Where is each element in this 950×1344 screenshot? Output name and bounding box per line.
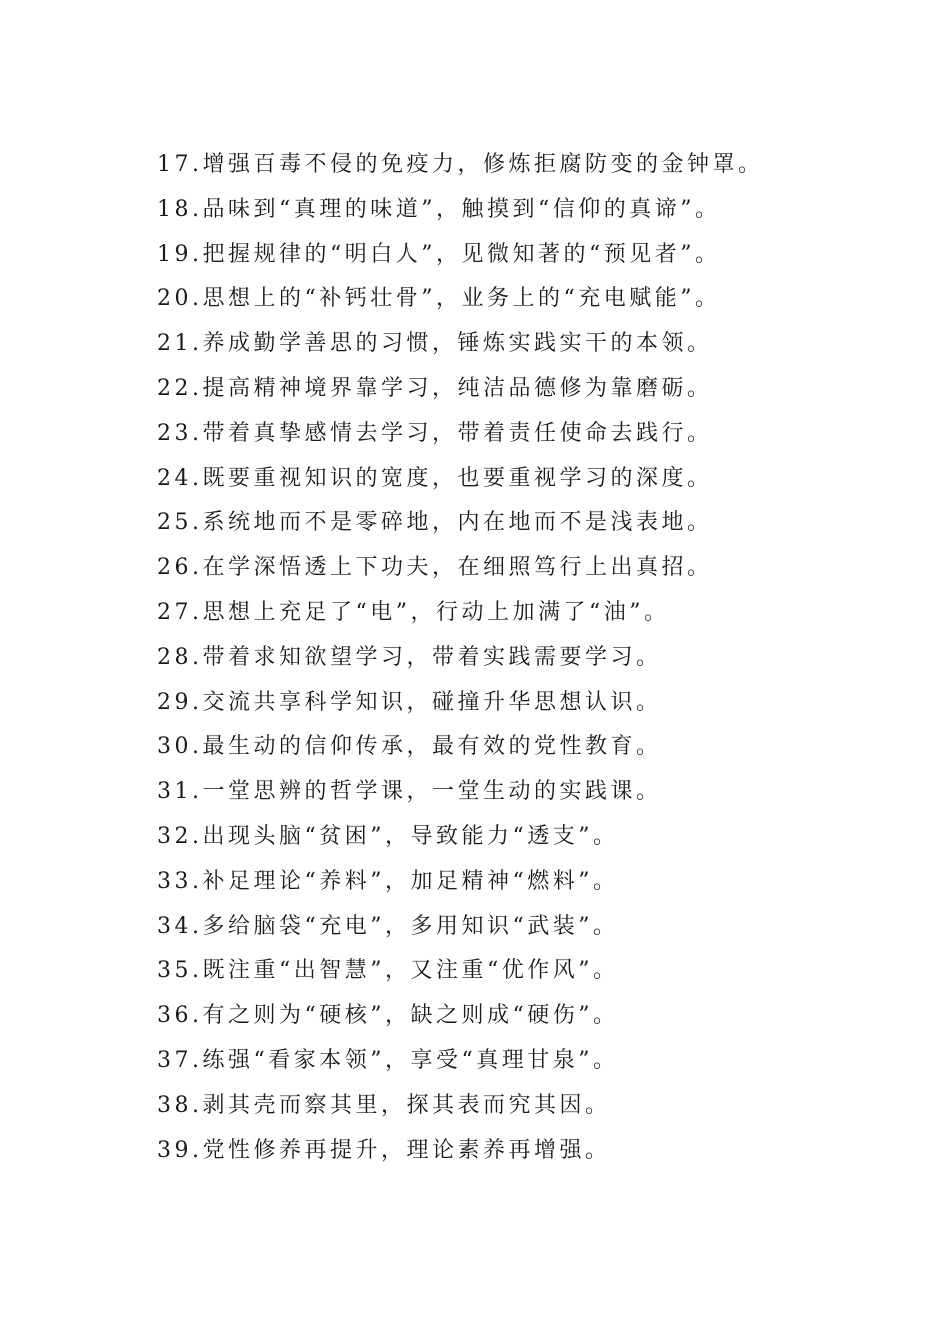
- list-item: 34.多给脑袋“充电”，多用知识“武装”。: [157, 913, 619, 939]
- list-item: 32.出现头脑“贫困”，导致能力“透支”。: [157, 823, 619, 849]
- list-item: 21.养成勤学善思的习惯，锤炼实践实干的本领。: [157, 331, 713, 357]
- list-item: 25.系统地而不是零碎地，内在地而不是浅表地。: [157, 510, 713, 536]
- list-item: 23.带着真挚感情去学习，带着责任使命去践行。: [157, 420, 713, 446]
- list-item: 30.最生动的信仰传承，最有效的党性教育。: [157, 734, 662, 760]
- list-item: 26.在学深悟透上下功夫，在细照笃行上出真招。: [157, 555, 713, 581]
- list-item: 19.把握规律的“明白人”，见微知著的“预见者”。: [157, 241, 721, 267]
- list-item: 17.增强百毒不侵的免疫力，修炼拒腐防变的金钟罩。: [157, 152, 764, 177]
- list-item: 20.思想上的“补钙壮骨”，业务上的“充电赋能”。: [157, 286, 721, 312]
- list-item: 27.思想上充足了“电”，行动上加满了“油”。: [157, 599, 670, 625]
- list-item: 28.带着求知欲望学习，带着实践需要学习。: [157, 644, 662, 670]
- list-item: 31.一堂思辨的哲学课，一堂生动的实践课。: [157, 779, 662, 805]
- list-item: 39.党性修养再提升，理论素养再增强。: [157, 1137, 611, 1163]
- list-item: 29.交流共享科学知识，碰撞升华思想认识。: [157, 689, 662, 715]
- list-item: 37.练强“看家本领”，享受“真理甘泉”。: [157, 1047, 619, 1073]
- slogan-list: [157, 143, 857, 1173]
- list-item: 36.有之则为“硬核”，缺之则成“硬伤”。: [157, 1003, 619, 1029]
- list-item: 38.剥其壳而察其里，探其表而究其因。: [157, 1092, 611, 1118]
- list-item: 18.品味到“真理的味道”，触摸到“信仰的真谛”。: [157, 196, 721, 222]
- list-item: 22.提高精神境界靠学习，纯洁品德修为靠磨砺。: [157, 375, 713, 401]
- list-item: 33.补足理论“养料”，加足精神“燃料”。: [157, 868, 619, 894]
- list-item: 24.既要重视知识的宽度，也要重视学习的深度。: [157, 465, 713, 491]
- list-item: 35.既注重“出智慧”，又注重“优作风”。: [157, 958, 619, 984]
